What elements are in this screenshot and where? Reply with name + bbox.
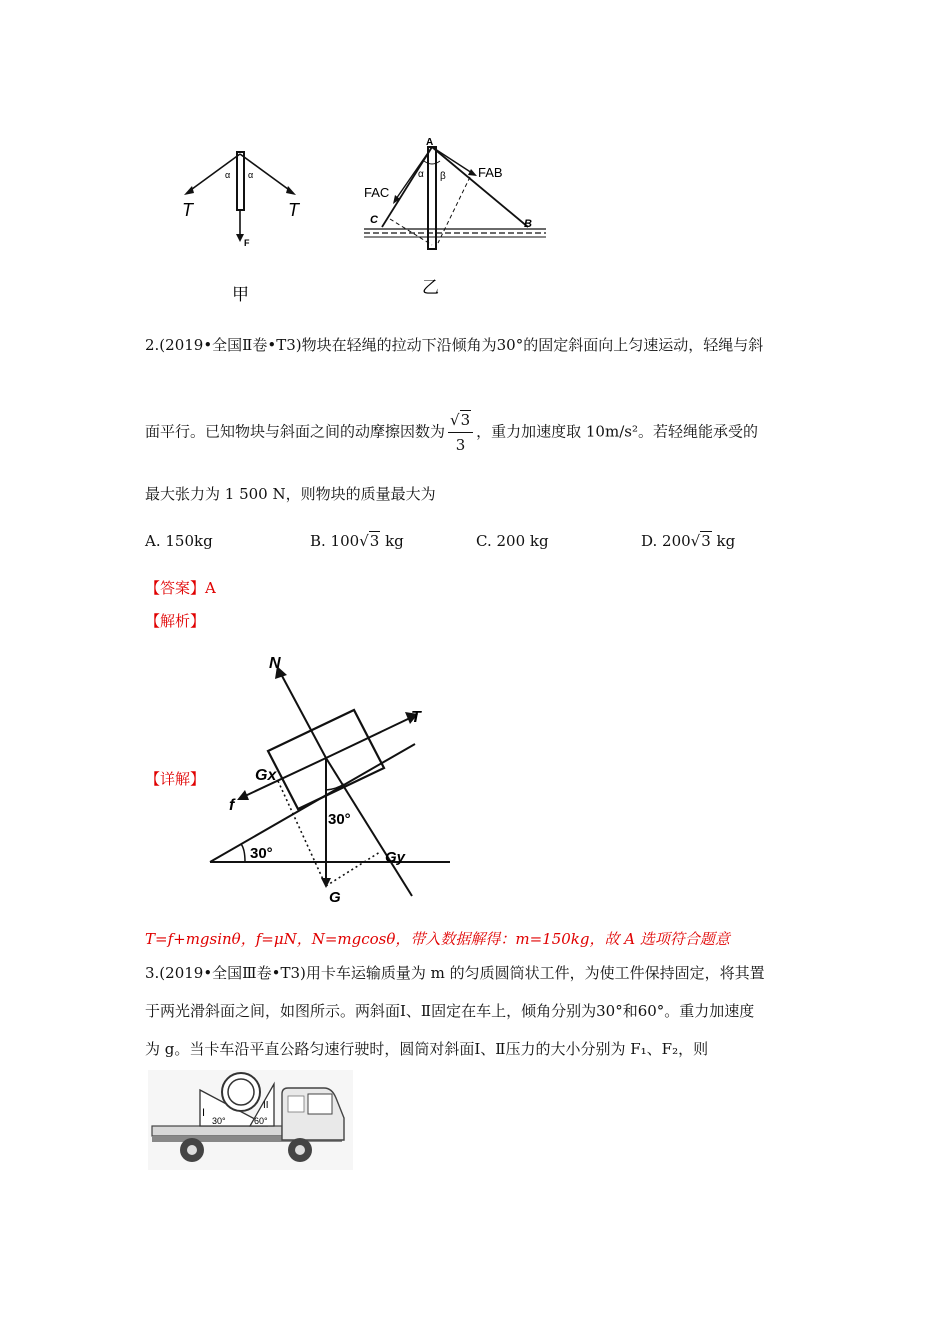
label-b: B	[524, 218, 532, 230]
label-f: F	[244, 238, 250, 248]
frac-den: 3	[455, 436, 466, 454]
rod	[237, 152, 244, 210]
q2-line1: 2.(2019•全国Ⅱ卷•T3)物块在轻绳的拉动下沿倾角为30°的固定斜面向上匀速运动，轻绳与斜	[145, 336, 764, 354]
q2-line2	[145, 410, 758, 455]
label-wedge-ii: II	[263, 1100, 269, 1111]
label-angle-60: 60°	[254, 1116, 268, 1126]
label-alpha-left: α	[225, 170, 231, 180]
label-angle-30: 30°	[212, 1116, 226, 1126]
friction-fraction: $\frac{√3}{3}$	[448, 410, 473, 455]
option-b-root: 3	[369, 532, 380, 550]
label-f-friction: f	[229, 797, 235, 814]
q2-line3: 最大张力为 1 500 N，则物块的质量最大为	[145, 485, 436, 503]
label-gx: Gx	[255, 767, 277, 784]
caption-jia: 甲	[232, 285, 249, 304]
q2-line2-a: 面平行。已知物块与斜面之间的动摩擦因数为	[145, 422, 446, 441]
caption-yi: 乙	[422, 278, 439, 297]
option-d: D. 200√3 kg	[641, 532, 736, 550]
label-alpha-right: α	[248, 170, 254, 180]
q3-line1: 3.(2019•全国Ⅲ卷•T3)用卡车运输质量为 m 的匀质圆筒状工件，为使工件保持固定，将其置	[145, 964, 765, 982]
analysis-label: 【解析】	[145, 612, 206, 630]
option-d-unit: kg	[711, 532, 736, 550]
figure-yi	[360, 135, 550, 305]
label-g: G	[329, 889, 341, 906]
q2-line2-b: ，重力加速度取 10m/s²。若轻绳能承受的	[476, 422, 758, 441]
label-t-left: T	[182, 200, 193, 220]
label-t: T	[411, 709, 421, 726]
label-angle-30-base: 30°	[250, 845, 273, 862]
figure-incline-fbd	[205, 650, 460, 910]
option-d-num: D. 200	[641, 532, 691, 550]
label-gy: Gy	[385, 849, 406, 866]
pole	[428, 147, 436, 249]
q3-line3: 为 g。当卡车沿平直公路匀速行驶时，圆筒对斜面Ⅰ、Ⅱ压力的大小分别为 F₁、F₂，则	[145, 1040, 709, 1058]
flatbed	[152, 1126, 282, 1136]
q3-line2: 于两光滑斜面之间，如图所示。两斜面Ⅰ、Ⅱ固定在车上，倾角分别为30°和60°。重力加速度	[145, 1002, 755, 1020]
option-a: A. 150kg	[145, 532, 213, 550]
detail-label: 【详解】	[145, 770, 206, 788]
label-a: A	[426, 137, 434, 148]
figure-jia	[170, 140, 320, 310]
answer-label: 【答案】A	[145, 579, 216, 597]
figure-truck	[148, 1070, 353, 1170]
option-d-root: 3	[701, 532, 711, 550]
label-c: C	[370, 214, 378, 226]
option-b-num: B. 100	[310, 532, 360, 550]
label-angle-30-inner: 30°	[328, 811, 351, 828]
label-wedge-i: I	[202, 1107, 206, 1119]
label-fac: FAC	[364, 185, 390, 200]
option-b: B. 100√3 kg	[310, 532, 404, 550]
label-beta: β	[440, 171, 446, 182]
frac-num: 3	[460, 411, 471, 429]
solution-text: T=f+mgsinθ，f=μN，N=mgcosθ，带入数据解得：m=150kg，故 A 选项符合题意	[145, 930, 730, 948]
label-t-right: T	[288, 200, 299, 220]
option-c: C. 200 kg	[476, 532, 549, 550]
cab-window	[308, 1094, 332, 1114]
label-n: N	[269, 655, 281, 672]
label-fab: FAB	[478, 165, 503, 180]
label-alpha: α	[418, 169, 424, 180]
option-b-unit: kg	[380, 532, 404, 550]
